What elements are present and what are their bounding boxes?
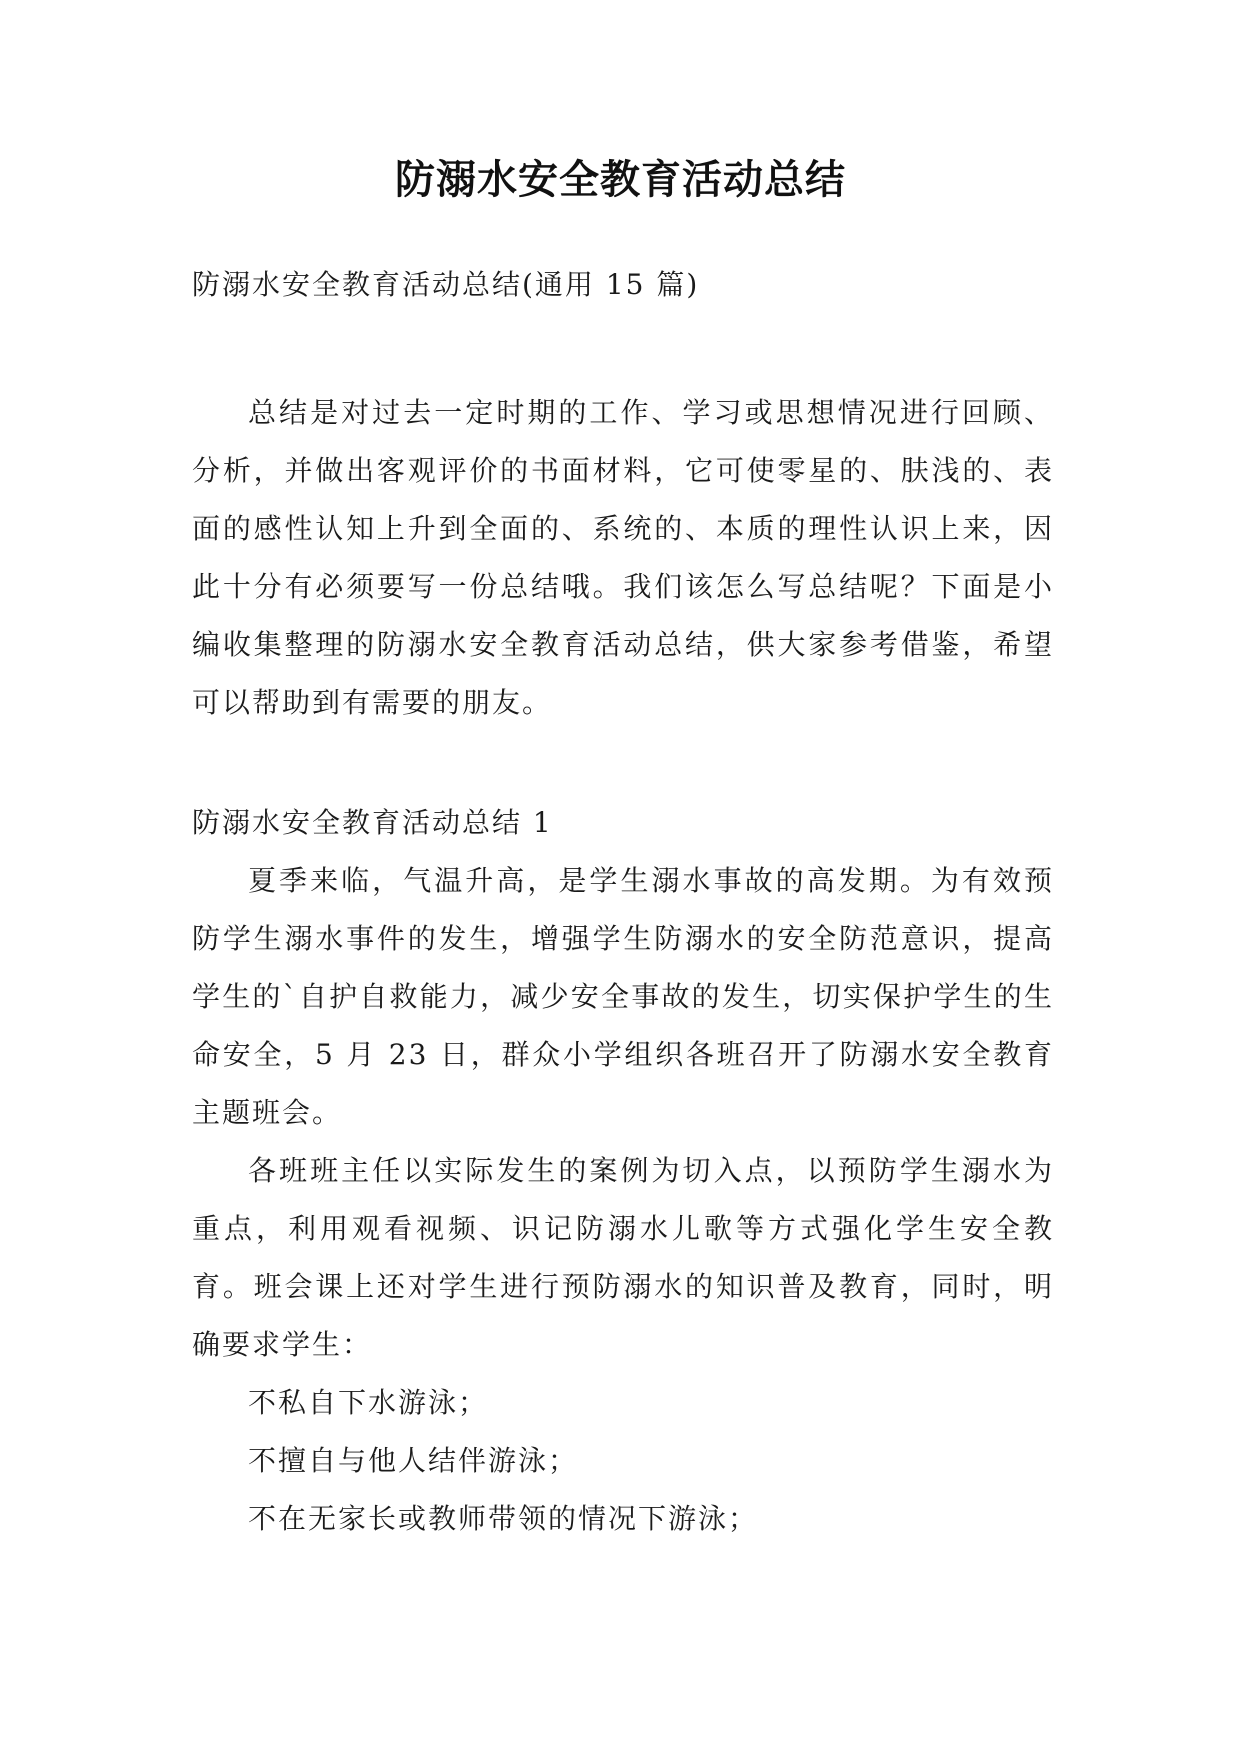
rule-item: 不擅自与他人结伴游泳； <box>248 1444 579 1477</box>
section-heading: 防溺水安全教育活动总结 1 <box>192 806 553 839</box>
body-paragraph: 夏季来临，气温升高，是学生溺水事故的高发期。为有效预防学生溺水事件的发生，增强学生防溺水的安全防范意识，提高学生的`自护自救能力，减少安全事故的发生，切实保护学生的生命安全，5 月 23 日，群众小学组织各班召开了防溺水安全教育主题班会。 <box>192 864 1054 1129</box>
intro-paragraph: 总结是对过去一定时期的工作、学习或思想情况进行回顾、分析，并做出客观评价的书面材料，它可使零星的、肤浅的、表面的感性认知上升到全面的、系统的、本质的理性认识上来，因此十分有必须要写一份总结哦。我们该怎么写总结呢？下面是小编收集整理的防溺水安全教育活动总结，供大家参考借鉴，希望可以帮助到有需要的朋友。 <box>192 396 1054 719</box>
document-title: 防溺水安全教育活动总结 <box>395 157 846 203</box>
rule-item: 不私自下水游泳； <box>248 1386 489 1419</box>
document-subtitle: 防溺水安全教育活动总结(通用 15 篇) <box>192 268 700 301</box>
rule-item: 不在无家长或教师带领的情况下游泳； <box>248 1502 759 1535</box>
body-paragraph: 各班班主任以实际发生的案例为切入点，以预防学生溺水为重点，利用观看视频、识记防溺水儿歌等方式强化学生安全教育。班会课上还对学生进行预防溺水的知识普及教育，同时，明确要求学生： <box>192 1154 1054 1361</box>
document-body <box>192 256 1054 1548</box>
